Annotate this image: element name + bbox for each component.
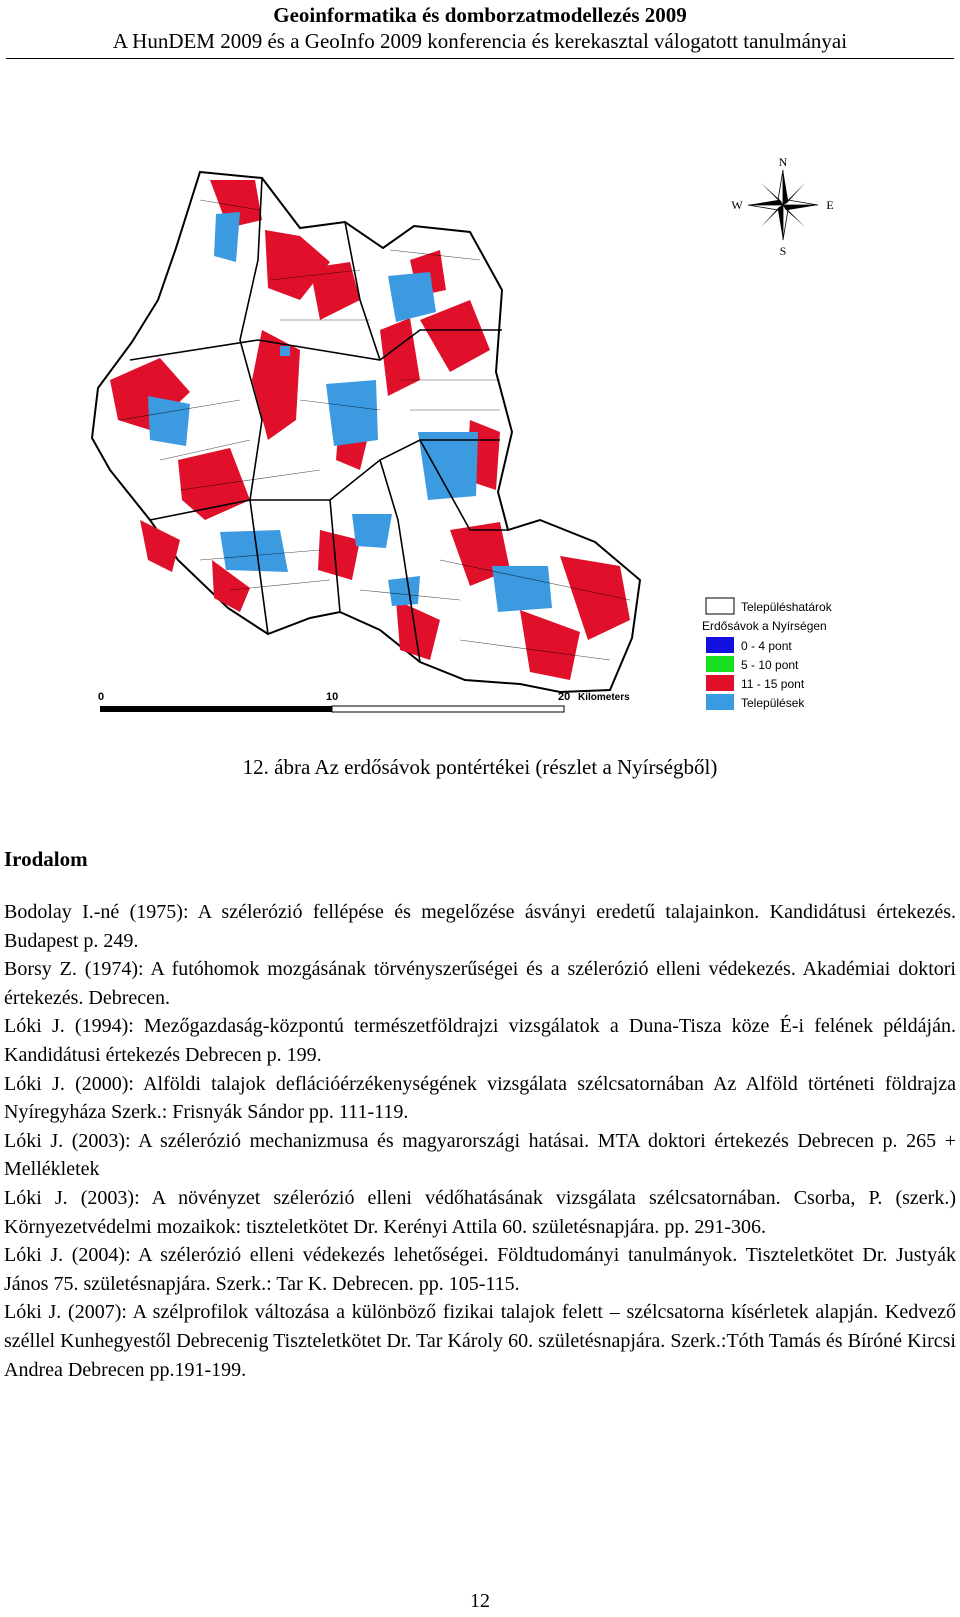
running-header [0, 0, 960, 54]
reference-item: Borsy Z. (1974): A futóhomok mozgásának törvényszerűségei és a szélerózió elleni védekezés. Akadémiai doktori értekezés. Debrecen. [4, 958, 956, 1009]
reference-item: Bodolay I.-né (1975): A szélerózió fellépése és megelőzése ásványi eredetű talajainkon. Kandidátusi értekezés. Budapest p. 249. [4, 901, 956, 952]
compass-rose [731, 155, 833, 258]
legend-class-2: 11 - 15 pont [741, 677, 805, 691]
reference-item: Lóki J. (2003): A növényzet szélerózió elleni védőhatásának vizsgálata szélcsatornában. Csorba, P. (szerk.) Környezetvédelmi mozaikok: tiszteletkötet Dr. Kerényi Attila 60. születésnapjára. pp. 291-306. [4, 1186, 956, 1238]
scale-tick-20: 20 [558, 691, 571, 703]
scale-unit: Kilometers [578, 692, 630, 703]
reference-list [4, 898, 956, 1384]
reference-item: Lóki J. (2004): A szélerózió elleni védekezés lehetőségei. Földtudományi tanulmányok. Tiszteletkötet Dr. Justyák János 75. születésnapjára. Szerk.: Tar K. Debrecen. pp. 105-115. [4, 1244, 956, 1295]
legend-group-title: Erdősávok a Nyírségen [702, 619, 827, 633]
scale-bar [98, 691, 630, 712]
scale-tick-0: 0 [98, 691, 105, 703]
map-area [92, 172, 640, 692]
compass-w: W [731, 198, 743, 212]
compass-e: E [826, 198, 834, 212]
figure-map [0, 120, 960, 740]
reference-item: Lóki J. (2003): A szélerózió mechanizmusa és magyarországi hatásai. MTA doktori értekezés Debrecen p. 265 + Mellékletek [4, 1129, 956, 1181]
reference-item: Lóki J. (2000): Alföldi talajok deflációérzékenységének vizsgálata szélcsatornában Az Alföld történeti földrajza Nyíregyháza Szerk.: Frisnyák Sándor pp. 111-119. [4, 1072, 956, 1124]
legend-class-0: 0 - 4 pont [741, 639, 792, 653]
scale-tick-10: 10 [326, 691, 339, 703]
header-rule [6, 58, 954, 59]
compass-n: N [778, 155, 788, 169]
reference-item: Lóki J. (1994): Mezőgazdaság-központú természetföldrajzi vizsgálatok a Duna-Tisza köze É-i felének példáján. Kandidátusi értekezés Debrecen p. 199. [4, 1015, 956, 1066]
header-title: Geoinformatika és domborzatmodellezés 2009 [273, 3, 687, 27]
reference-item: Lóki J. (2007): A szélprofilok változása a különböző fizikai talajok felett – szélcsatorna kísérletek alapján. Kedvező széllel Kunhegyestől Debrecenig Tiszteletkötet Dr. Tar Károly 60. születésnapjára. Szerk.:Tóth Tamás és Bíróné Kircsi Andrea Debrecen pp.191-199. [4, 1301, 956, 1381]
section-title: Irodalom [4, 847, 88, 871]
legend-class-3: Települések [741, 696, 805, 710]
figure-caption: 12. ábra Az erdősávok pontértékei (részlet a Nyírségből) [242, 755, 718, 779]
header-subtitle: A HunDEM 2009 és a GeoInfo 2009 konferencia és kerekasztal válogatott tanulmányai [112, 29, 848, 53]
legend-boundary-label: Településhatárok [741, 600, 832, 614]
map-legend [702, 598, 833, 710]
page-number: 12 [470, 1590, 490, 1612]
legend-class-1: 5 - 10 pont [741, 658, 799, 672]
compass-s: S [779, 244, 787, 258]
